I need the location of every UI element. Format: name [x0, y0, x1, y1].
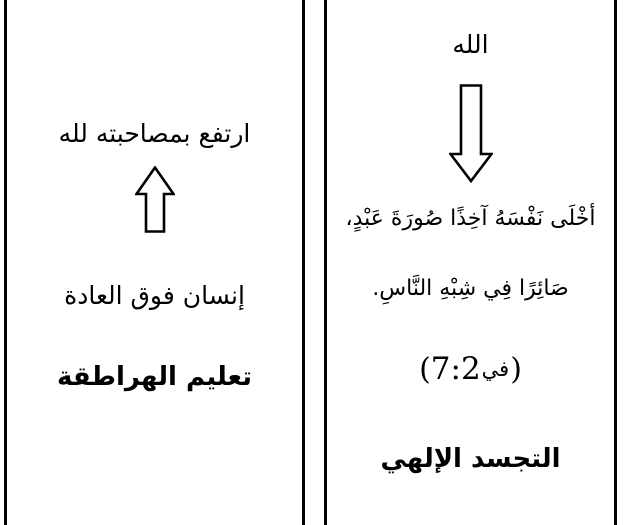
scripture-reference — [419, 351, 522, 387]
reference-book-abbrev: في — [481, 357, 510, 381]
incarnation-bottom-label: التجسد الإلهي — [380, 444, 561, 474]
divine-incarnation-panel — [324, 0, 617, 525]
up-arrow-icon — [135, 166, 175, 233]
heretics-bottom-label: تعليم الهراطقة — [57, 362, 252, 392]
god-label: الله — [452, 30, 489, 59]
reference-close-paren: ) — [510, 351, 522, 387]
heretics-top-label: ارتفع بمصاحبته لله — [58, 119, 251, 148]
reference-open-paren: ( — [419, 351, 431, 387]
reference-chapter-verse: 7:2 — [430, 351, 481, 387]
verse-line-1: أخْلَى نَفْسَهُ آخِذًا صُورَةَ عَبْدٍ، — [345, 206, 596, 231]
verse-line-2: صَائِرًا فِي شِبْهِ النَّاسِ. — [372, 276, 569, 301]
down-arrow-icon — [449, 84, 493, 183]
heretics-teaching-panel — [4, 0, 305, 525]
heretics-middle-label: إنسان فوق العادة — [64, 281, 245, 310]
